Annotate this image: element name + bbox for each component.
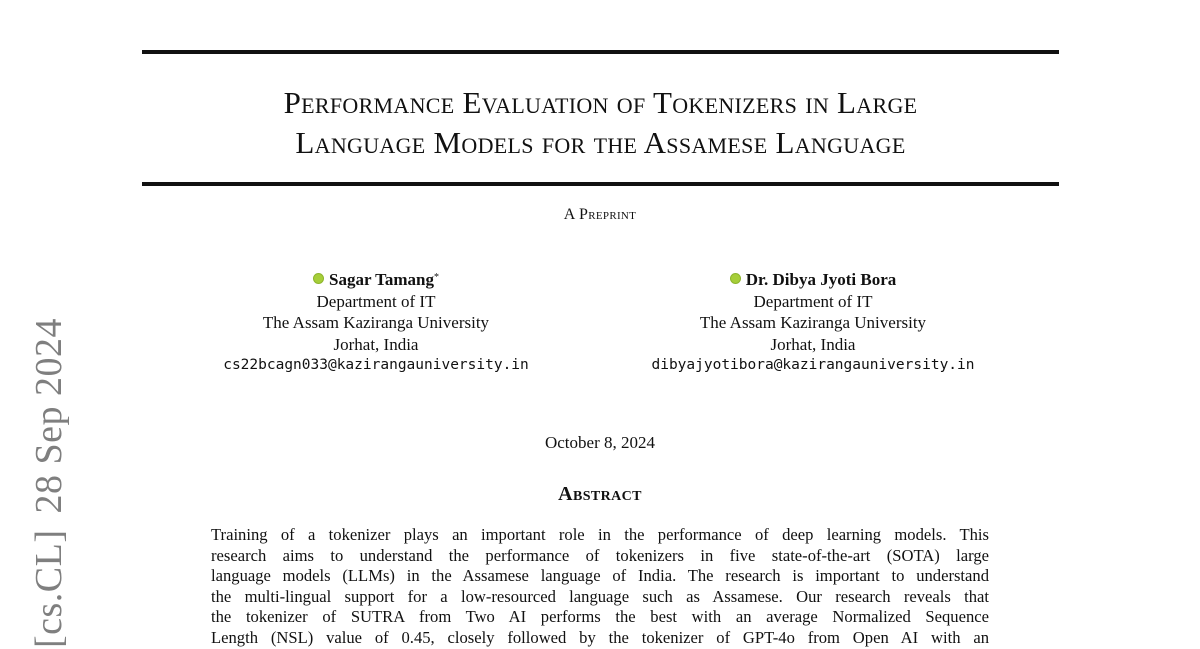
author-block [612,269,1014,377]
paper-date: October 8, 2024 [544,433,655,452]
author-name-line [176,269,576,291]
orcid-icon[interactable] [313,273,324,284]
arxiv-category: [cs.CL] [28,529,70,648]
abstract-body [211,525,989,649]
abstract-line: the tokenizer of SUTRA from Two AI performs the best with an average Normalized Sequence [211,607,989,627]
author-name: Sagar Tamang [328,270,435,289]
title-top-rule [142,50,1059,54]
abstract-line: Length (NSL) value of 0.45, closely followed by the tokenizer of GPT-4o from Open AI with an [211,627,989,647]
author-footnote-mark: * [434,272,440,283]
arxiv-date: 28 Sep 2024 [28,317,70,514]
author-name-line [612,269,1014,291]
author-university: The Assam Kaziranga University [262,313,490,332]
author-location: Jorhat, India [770,334,856,354]
title-line-2: Language Models for the Assamese Language [295,125,906,160]
paper-title [142,83,1059,163]
arxiv-stamp [30,318,68,648]
author-block [176,269,576,377]
author-department: Department of IT [316,291,436,311]
title-line-1: Performance Evaluation of Tokenizers in Large [283,85,918,120]
title-bottom-rule [142,182,1059,186]
orcid-icon[interactable] [730,273,741,284]
abstract-line: Training of a tokenizer plays an important role in the performance of deep learning models. This [211,525,989,544]
author-university: The Assam Kaziranga University [699,313,927,332]
author-email[interactable]: cs22bcagn033@kazirangauniversity.in [223,357,529,373]
abstract-heading: Abstract [558,483,642,505]
author-email[interactable]: dibyajyotibora@kazirangauniversity.in [651,357,975,373]
author-location: Jorhat, India [333,334,419,354]
abstract-line: research aims to understand the performance of tokenizers in five state-of-the-art (SOTA) large [211,545,989,565]
author-name: Dr. Dibya Jyoti Bora [745,270,897,289]
abstract-line: language models (LLMs) in the Assamese language of India. The research is important to understand [211,566,989,586]
preprint-label: A Preprint [563,206,637,223]
author-department: Department of IT [753,291,873,311]
abstract-line: the multi-lingual support for a low-resourced language such as Assamese. Our research reveals that [211,586,989,606]
